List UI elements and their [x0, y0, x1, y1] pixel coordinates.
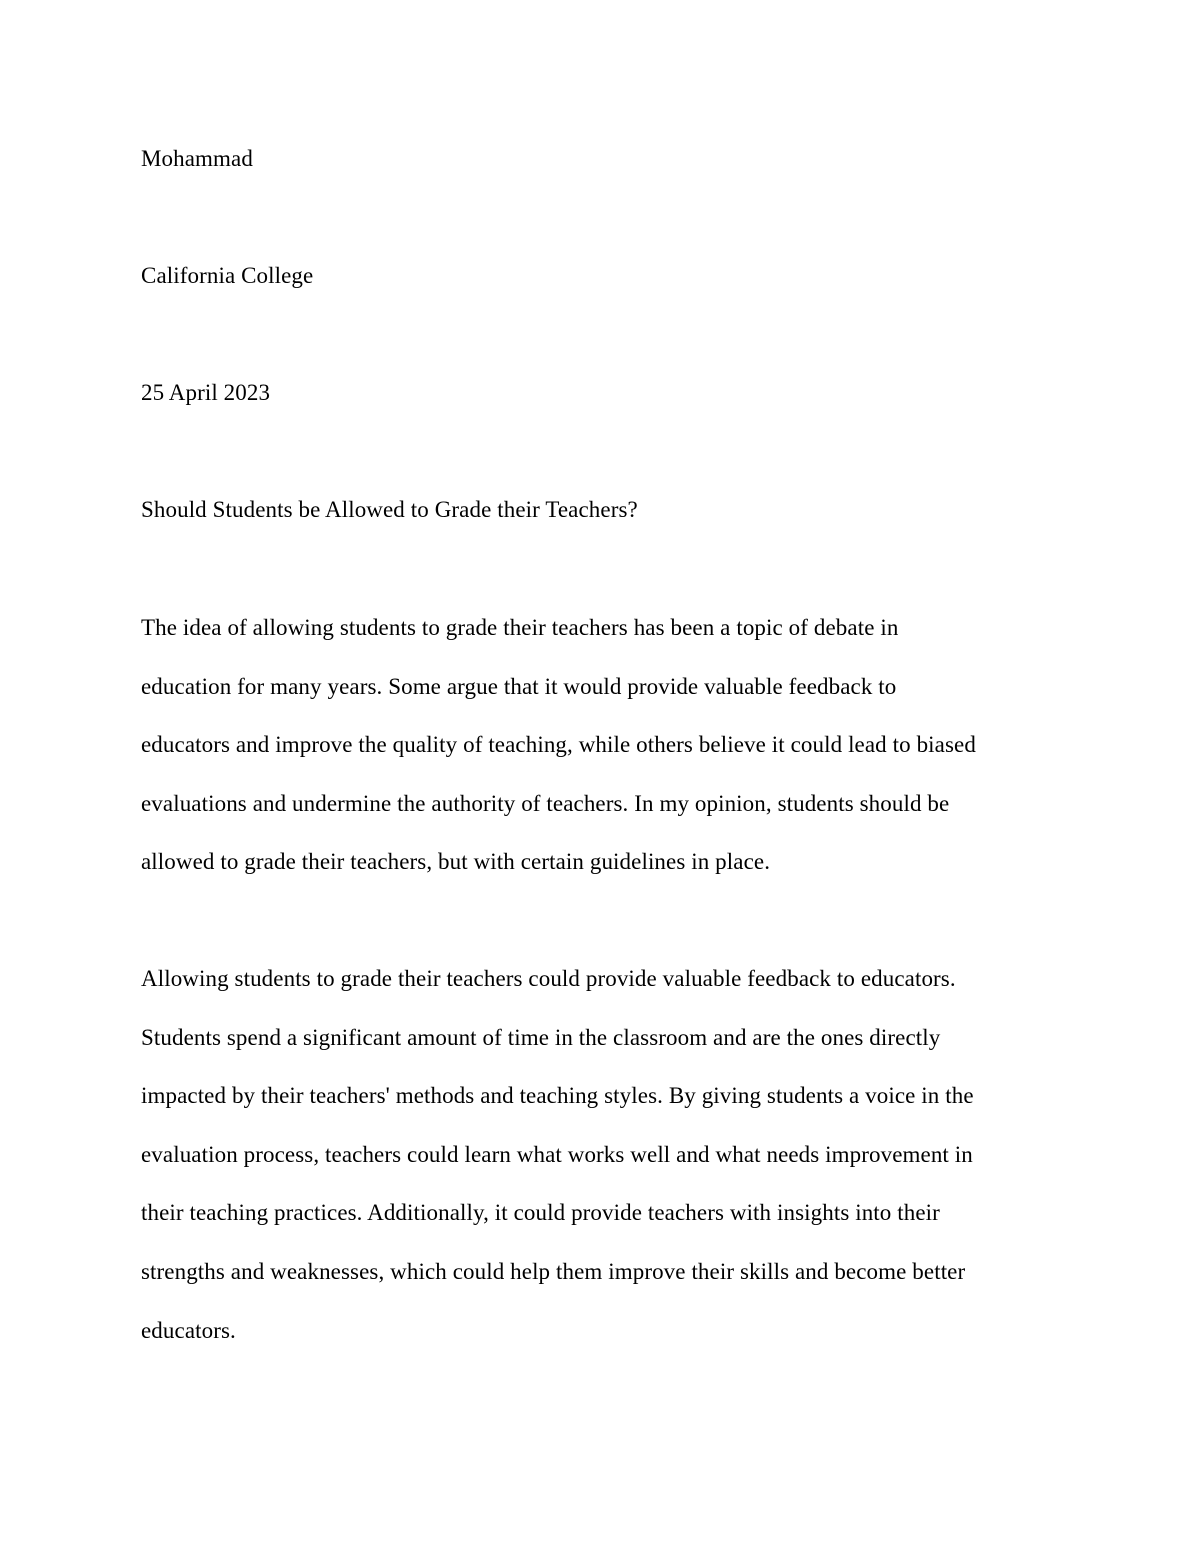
- essay-title: Should Students be Allowed to Grade their Teachers?: [141, 497, 638, 522]
- paragraph-line: The idea of allowing students to grade their teachers has been a topic of debate in: [141, 615, 899, 640]
- paragraph-line: evaluation process, teachers could learn what works well and what needs improvement in: [141, 1141, 973, 1167]
- paragraph-line: allowed to grade their teachers, but with certain guidelines in place.: [141, 849, 771, 875]
- author-name: Mohammad: [141, 146, 253, 171]
- paragraph-line: educators.: [141, 1317, 236, 1343]
- paragraph-line: Allowing students to grade their teachers could provide valuable feedback to educators.: [141, 966, 956, 991]
- paragraph-2: [141, 967, 974, 1377]
- paragraph-line: impacted by their teachers' methods and teaching styles. By giving students a voice in the: [141, 1083, 974, 1109]
- document-date: 25 April 2023: [141, 380, 271, 405]
- college-name: California College: [141, 263, 314, 288]
- paragraph-line: education for many years. Some argue that it would provide valuable feedback to: [141, 673, 897, 699]
- paragraph-line: educators and improve the quality of teaching, while others believe it could lead to biased: [141, 732, 976, 758]
- paragraph-line: strengths and weaknesses, which could help them improve their skills and become better: [141, 1258, 966, 1284]
- paragraph-1: [141, 616, 976, 909]
- paragraph-line: Students spend a significant amount of time in the classroom and are the ones directly: [141, 1024, 941, 1050]
- paragraph-line: evaluations and undermine the authority of teachers. In my opinion, students should be: [141, 790, 950, 816]
- paragraph-line: their teaching practices. Additionally, it could provide teachers with insights into their: [141, 1200, 940, 1226]
